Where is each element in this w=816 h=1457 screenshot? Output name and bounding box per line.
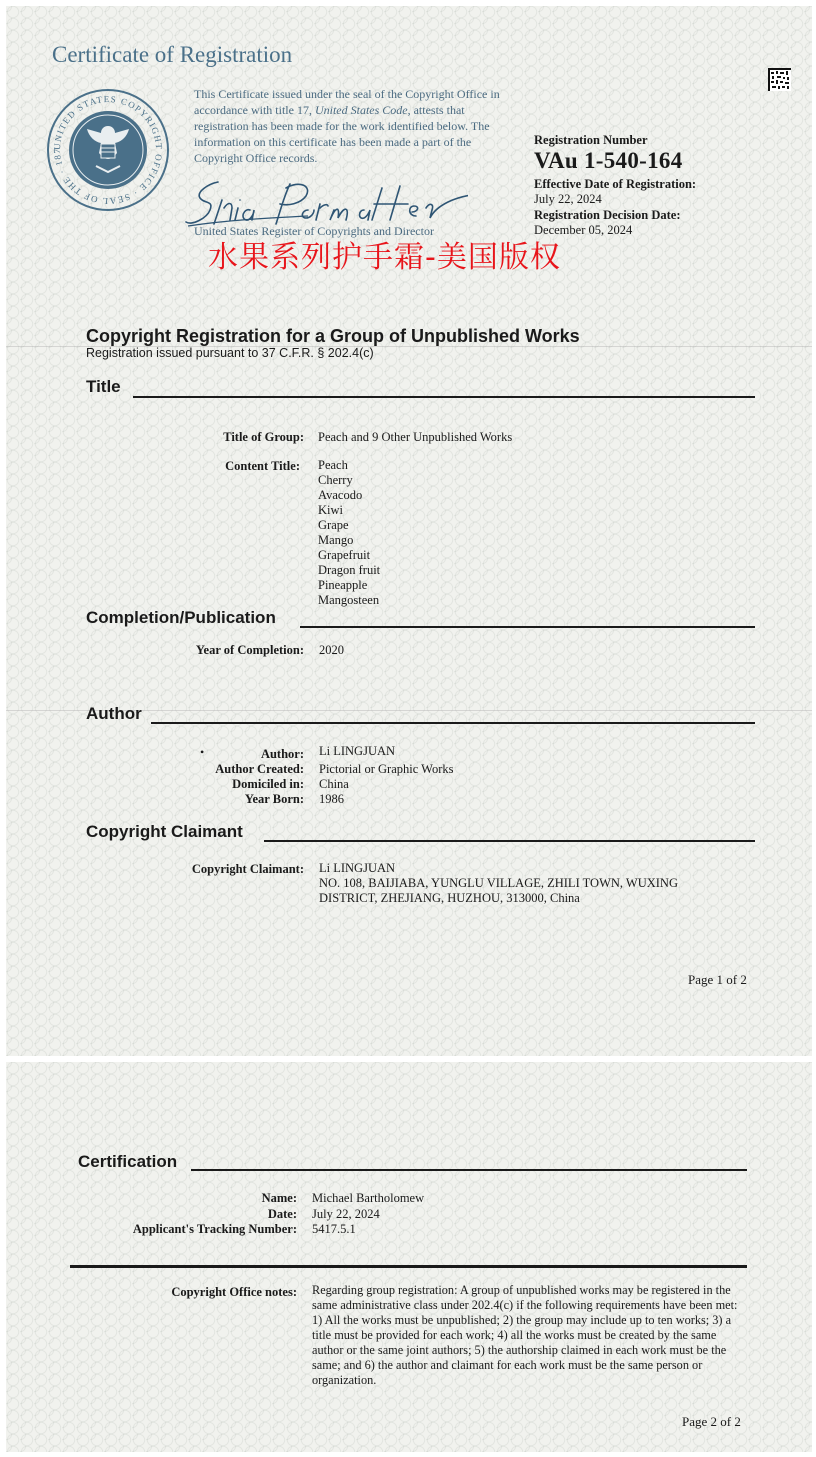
intro-text-end: , attests that registration has been made for the work identified below. The information on this certificate has been made a part of the Copyright Office records. — [194, 103, 490, 165]
claimant-name: Li LINGJUAN — [319, 861, 396, 875]
heavy-divider — [70, 1265, 747, 1268]
page-number: Page 1 of 2 — [688, 972, 747, 987]
title-of-group-value: Peach and 9 Other Unpublished Works — [318, 430, 513, 444]
datamatrix-barcode-icon — [768, 68, 791, 91]
register-title: United States Register of Copyrights and Director — [194, 224, 434, 238]
content-title-item: Cherry — [318, 473, 353, 487]
claimant-address-line2: DISTRICT, ZHEJIANG, HUZHOU, 313000, China — [319, 891, 580, 905]
author-value: Li LINGJUAN — [319, 744, 396, 758]
copyright-claimant-label: Copyright Claimant: — [191, 862, 304, 876]
year-born-value: 1986 — [319, 792, 344, 806]
effective-date: July 22, 2024 — [534, 192, 602, 206]
seal-text: UNITED STATES COPYRIGHT OFFICE · SEAL OF THE · 187 — [51, 93, 165, 207]
author-created-value: Pictorial or Graphic Works — [319, 762, 454, 776]
certificate-page-1 — [6, 6, 812, 1056]
certificate-page-2 — [6, 1062, 812, 1452]
section-rule — [264, 840, 755, 842]
office-notes-text: Regarding group registration: A group of unpublished works may be registered in the same administrative class under 202.4(c) if the following requirements have been met: 1) All the works must be unpublished; 2) the group may include up to ten works; 3) a title must be provided for each work; 4) all the works must be created by the same author or the same joint authors; 5) the authorship claimed in each work must be the same; and 6) the author and claimant for each work must be the same person or organization. — [312, 1283, 738, 1387]
author-label: Author: — [260, 747, 304, 761]
content-title-label: Content Title: — [225, 459, 300, 473]
registration-number: VAu 1-540-164 — [534, 148, 683, 173]
content-title-item: Dragon fruit — [318, 563, 381, 577]
document-subheading: Registration issued pursuant to 37 C.F.R. § 202.4(c) — [86, 346, 374, 360]
content-title-item: Grape — [318, 518, 349, 532]
content-title-item: Pineapple — [318, 578, 368, 592]
section-rule — [300, 626, 755, 628]
section-certification-heading: Certification — [78, 1152, 178, 1171]
tracking-number-label: Applicant's Tracking Number: — [132, 1222, 297, 1236]
registration-number-label: Registration Number — [534, 133, 648, 147]
author-bullet: • — [200, 745, 205, 759]
content-title-item: Peach — [318, 458, 348, 472]
domiciled-value: China — [319, 777, 349, 791]
section-author-heading: Author — [86, 704, 142, 723]
domiciled-label: Domiciled in: — [232, 777, 304, 791]
certification-date-value: July 22, 2024 — [312, 1207, 380, 1221]
content-title-item: Kiwi — [318, 503, 343, 517]
section-title-heading: Title — [86, 377, 121, 396]
section-rule — [191, 1169, 747, 1171]
certification-name-value: Michael Bartholomew — [312, 1191, 425, 1205]
page-number: Page 2 of 2 — [682, 1414, 741, 1429]
section-rule — [133, 396, 755, 398]
decision-date-label: Registration Decision Date: — [534, 208, 681, 222]
content-title-list — [318, 458, 380, 608]
year-born-label: Year Born: — [244, 792, 304, 806]
certification-name-label: Name: — [261, 1191, 297, 1205]
section-claimant-heading: Copyright Claimant — [86, 822, 243, 841]
intro-text: This Certificate issued under the seal of the Copyright Office in accordance with title 17, — [194, 87, 500, 117]
decision-date: December 05, 2024 — [534, 223, 633, 237]
tracking-number-value: 5417.5.1 — [312, 1222, 356, 1236]
year-of-completion-value: 2020 — [319, 643, 344, 657]
title-of-group-label: Title of Group: — [223, 430, 304, 444]
section-completion-heading: Completion/Publication — [86, 608, 276, 627]
content-title-item: Grapefruit — [318, 548, 371, 562]
claimant-address-line1: NO. 108, BAIJIABA, YUNGLU VILLAGE, ZHILI TOWN, WUXING — [319, 876, 678, 890]
content-title-item: Avacodo — [318, 488, 363, 502]
copyright-office-seal — [46, 88, 170, 212]
year-of-completion-label: Year of Completion: — [195, 643, 304, 657]
content-title-item: Mangosteen — [318, 593, 380, 607]
section-rule — [151, 722, 755, 724]
effective-date-label: Effective Date of Registration: — [534, 177, 697, 191]
office-notes-label: Copyright Office notes: — [171, 1285, 297, 1299]
content-title-item: Mango — [318, 533, 354, 547]
certification-date-label: Date: — [267, 1207, 297, 1221]
document-heading: Copyright Registration for a Group of Unpublished Works — [86, 326, 580, 346]
intro-italic-text: United States Code — [314, 103, 408, 117]
certificate-title: Certificate of Registration — [52, 42, 293, 67]
certificate-intro — [194, 86, 504, 166]
author-created-label: Author Created: — [215, 762, 304, 776]
watermark-overlay-text: 水果系列护手霜-美国版权 — [208, 240, 561, 275]
